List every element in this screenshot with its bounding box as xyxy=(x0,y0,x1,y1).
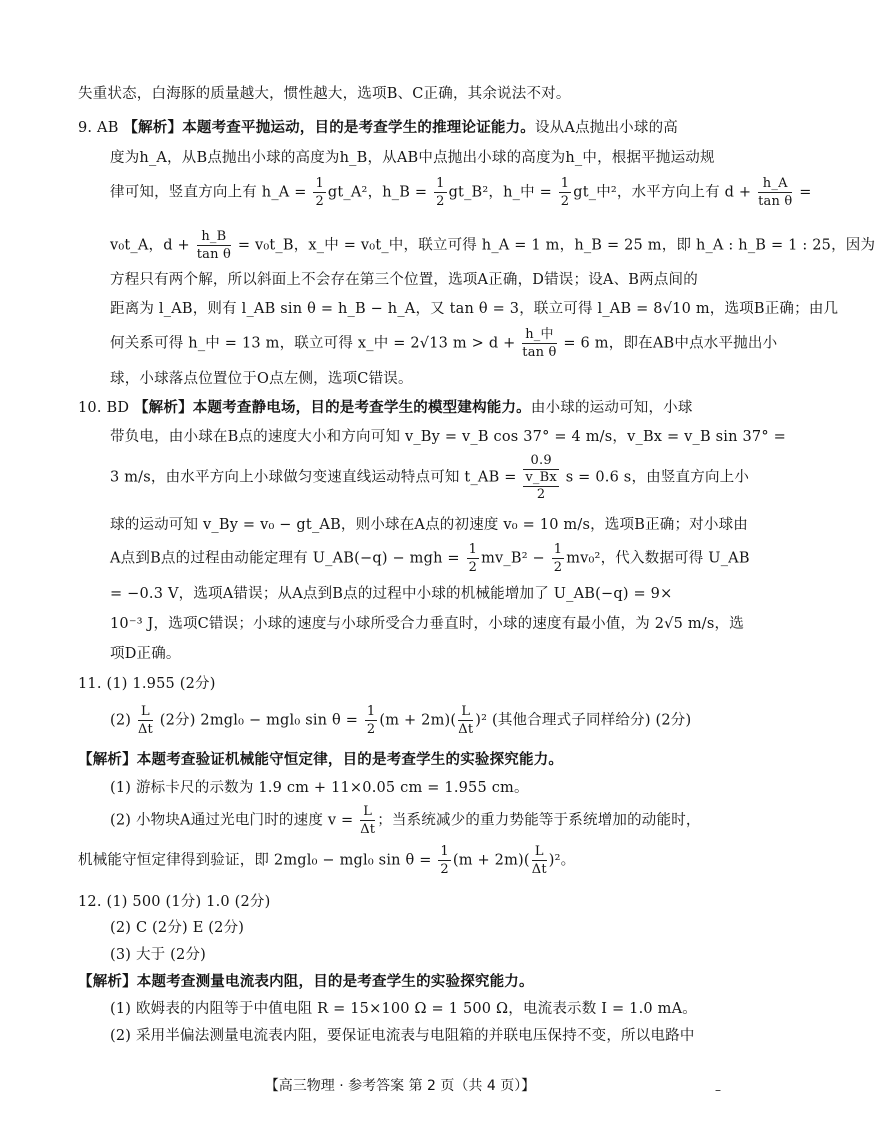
fraction: $\frac{1}{2}$ xyxy=(440,844,449,877)
fraction: $\frac{\text{h\_中}}{\text{tan θ}}$ xyxy=(522,327,557,360)
fraction: $\frac{1}{2}$ xyxy=(315,176,324,209)
text-line: 失重状态，白海豚的质量越大，惯性越大，选项B、C正确，其余说法不对。 xyxy=(78,86,571,102)
fraction: $\frac{h\_A}{\text{tan θ}}$ xyxy=(758,176,793,209)
text-line: 球的运动可知 v_By = v₀ − gt_AB，则小球在A点的初速度 v₀ = 10 m/s，选项B正确；对小球由 xyxy=(110,517,748,533)
text-line: 球，小球落点位置位于O点左侧，选项C错误。 xyxy=(110,371,413,387)
page-mark: – xyxy=(715,1083,721,1097)
fraction: $\frac{1}{2}$ xyxy=(553,542,563,575)
q9-heading xyxy=(78,116,728,137)
text-line: 距离为 l_AB，则有 l_AB sin θ = h_B − h_A，又 tan θ = 3，联立可得 l_AB = 8√10 m，选项B正确；由几 xyxy=(110,301,839,317)
fraction: $\frac{L}{\Delta t}$ xyxy=(531,844,547,877)
formula-line: 3 m/s，由水平方向上小球做匀变速直线运动特点可知 t_AB = 0.9 v_Bx 2 s = 0.6 s，由竖直方向上小 xyxy=(110,453,750,502)
formula-line: 机械能守恒定律得到验证，即 2mgl₀ − mgl₀ sin θ = $\frac{1}{2}$ (m + 2m)( $\frac{L}{\Delta t}$ )²。 xyxy=(78,844,576,877)
fraction: $\frac{1}{2}$ xyxy=(468,542,478,575)
q12-analysis: 【解析】本题考查测量电流表内阻，目的是考查学生的实验探究能力。 xyxy=(78,973,534,990)
text-line: (1) 游标卡尺的示数为 1.9 cm + 11×0.05 cm = 1.955 cm。 xyxy=(110,780,529,796)
q11-answer: 11. (1) 1.955 (2分) xyxy=(78,676,216,692)
text-line: (2) C (2分) E (2分) xyxy=(110,920,245,936)
text-line: 10⁻³ J，选项C错误；小球的速度与小球所受合力垂直时，小球的速度有最小值，为 2√5 m/s，选 xyxy=(110,616,744,632)
fraction: $\frac{h\_B}{\text{tan θ}}$ xyxy=(196,229,232,262)
formula-line: (2) 小物块A通过光电门时的速度 v = $\frac{L}{\Delta t}$ ；当系统减少的重力势能等于系统增加的动能时， xyxy=(110,804,701,837)
q10-analysis-label: 【解析】本题考查静电场，目的是考查学生的模型建构能力。 xyxy=(133,399,531,416)
q10-number: 10. BD xyxy=(78,400,134,416)
formula-line: A点到B点的过程由动能定理有 U_AB(−q) − mgh = $\frac{1}{2}$ mv_B² − $\frac{1}{2}$ mv₀²，代入数据可得 U_AB xyxy=(110,542,750,575)
fraction: $\frac{1}{2}$ xyxy=(560,176,570,209)
text-line: 项D正确。 xyxy=(110,646,181,662)
compound-fraction: 0.9 v_Bx 2 xyxy=(525,453,557,502)
page-footer: 【高三物理 · 参考答案 第 2 页（共 4 页）】 xyxy=(264,1078,536,1094)
text-line: (3) 大于 (2分) xyxy=(110,947,206,963)
q11-analysis: 【解析】本题考查验证机械能守恒定律，目的是考查学生的实验探究能力。 xyxy=(78,751,564,768)
q10-heading xyxy=(78,396,728,417)
formula-line: (2) $\frac{L}{\Delta t}$ (2分) 2mgl₀ − mgl₀ sin θ = $\frac{1}{2}$ (m + 2m)( $\frac{L}{\Delta t}$ )² (其他合理式子同样给分) (2分) xyxy=(110,704,692,737)
fraction: $\frac{L}{\Delta t}$ xyxy=(137,704,153,737)
text-line: (1) 欧姆表的内阻等于中值电阻 R = 15×100 Ω = 1 500 Ω，电流表示数 I = 1.0 mA。 xyxy=(110,1001,697,1017)
q9-analysis-label: 【解析】本题考查平抛运动，目的是考查学生的推理论证能力。 xyxy=(123,119,535,136)
formula-line: v₀t_A，d + $\frac{h\_B}{\text{tan θ}}$ = v₀t_B，x_中 = v₀t_中，联立可得 h_A = 1 m，h_B = 25 m，即 h_A : h_B = 1 : 25，因为 xyxy=(110,229,875,262)
text-line: = −0.3 V，选项A错误；从A点到B点的过程中小球的机械能增加了 U_AB(−q) = 9× xyxy=(110,586,673,602)
fraction: $\frac{L}{\Delta t}$ xyxy=(360,804,376,837)
text-line: 度为h_A，从B点抛出小球的高度为h_B，从AB中点抛出小球的高度为h_中，根据平抛运动规 xyxy=(110,150,715,166)
q9-number: 9. AB xyxy=(78,120,124,136)
text-line: 带负电，由小球在B点的速度大小和方向可知 v_By = v_B cos 37° = 4 m/s，v_Bx = v_B sin 37° = xyxy=(110,429,786,445)
formula-line: 律可知，竖直方向上有 h_A = $\frac{1}{2}$ gt_A²，h_B = $\frac{1}{2}$ gt_B²，h_中 = $\frac{1}{2}$ gt_中²，水平方向上有 d + $\frac{h\_A}{\text{tan θ}}$ = xyxy=(110,176,812,209)
q12-answer: 12. (1) 500 (1分) 1.0 (2分) xyxy=(78,894,271,910)
q10-text: 由小球的运动可知，小球 xyxy=(530,400,693,416)
text-line: (2) 采用半偏法测量电流表内阻，要保证电流表与电阻箱的并联电压保持不变，所以电路中 xyxy=(110,1028,695,1044)
formula-line: 何关系可得 h_中 = 13 m，联立可得 x_中 = 2√13 m > d + $\frac{\text{h\_中}}{\text{tan θ}}$ = 6 m，即在AB中点水平抛出小 xyxy=(110,327,778,360)
fraction: $\frac{1}{2}$ xyxy=(436,176,445,209)
fraction: $\frac{1}{2}$ xyxy=(366,704,376,737)
fraction: $\frac{L}{\Delta t}$ xyxy=(458,704,474,737)
text-line: 方程只有两个解，所以斜面上不会存在第三个位置，选项A正确，D错误；设A、B两点间的 xyxy=(110,272,698,288)
q9-text: 设从A点抛出小球的高 xyxy=(535,120,678,136)
